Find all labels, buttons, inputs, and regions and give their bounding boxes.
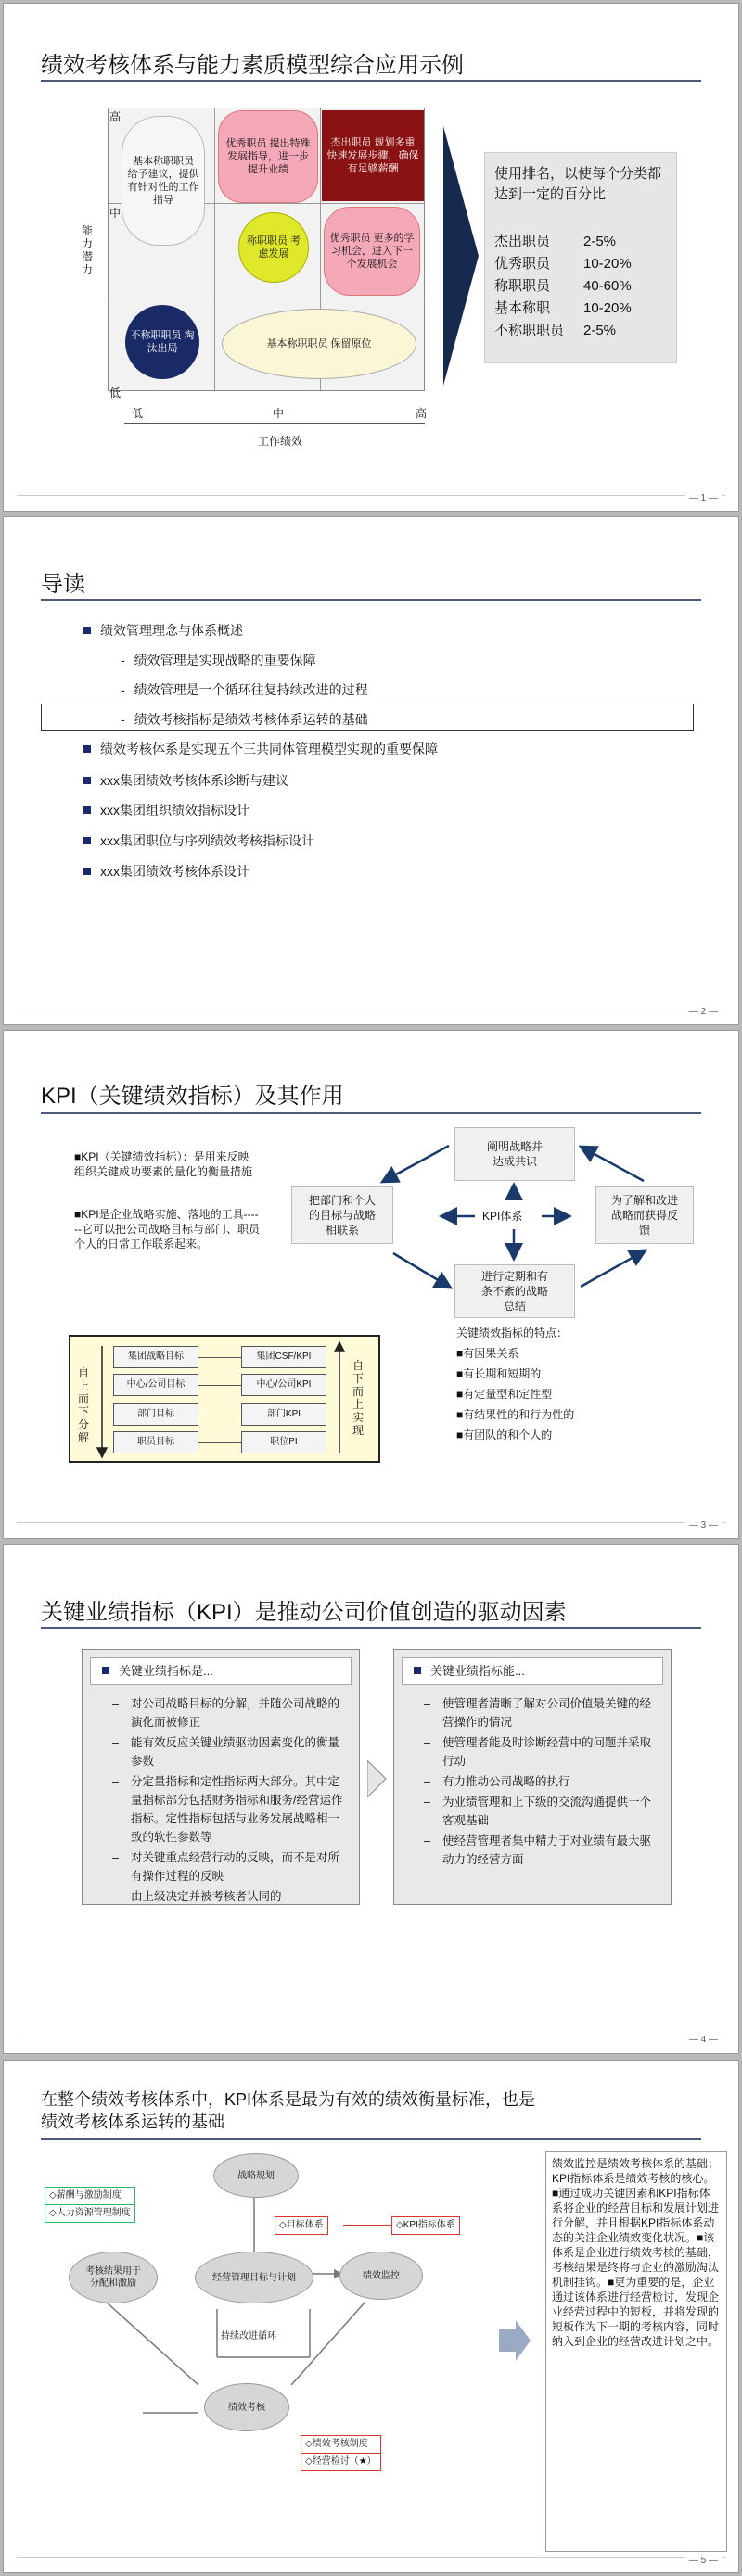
slide-3: [3, 1030, 739, 1539]
toc-item[interactable]: xxx集团绩效考核体系诊断与建议: [83, 771, 288, 790]
label-appraisal-system: ◇绩效考核制度: [301, 2436, 380, 2454]
list-item: – 为业绩管理和上下级的交流沟通提供一个客观基础: [403, 1793, 661, 1830]
grid-line-v1: [214, 108, 215, 390]
slide-title: KPI（关键绩效指标）及其作用: [41, 1084, 344, 1109]
title-underline: [41, 80, 701, 82]
bullet-square-icon: [83, 777, 91, 784]
dist-row: 优秀职员 10-20%: [494, 256, 632, 272]
big-arrow-icon: [443, 126, 480, 386]
feature-item: ■有团队的和个人的: [456, 1428, 553, 1441]
dist-row: 称职职员 40-60%: [494, 278, 632, 294]
bubble-excellent-mid: 优秀职员 更多的学习机会，进入下一个发展机会: [324, 207, 420, 296]
features-title: 关键绩效指标的特点：: [456, 1326, 569, 1339]
center-kpi: 中心/公司KPI: [241, 1374, 326, 1396]
panel-list: [403, 1694, 661, 1871]
list-item: – 有力推动公司战略的执行: [403, 1772, 661, 1791]
node-goals-plan: 经营管理目标与计划: [195, 2252, 313, 2303]
slide-4: [3, 1544, 739, 2054]
page-number: — 4 —: [685, 2035, 722, 2045]
connector-line: [198, 1385, 241, 1386]
vertical-arrows: [4, 1031, 739, 1539]
bubble-basic-competent-top: 基本称职职员 给予建议，提供有针对性的工作指导: [122, 116, 205, 246]
node-feedback: 为了解和改进战略而获得反馈: [595, 1186, 694, 1244]
panel-header: 关键业绩指标能...: [402, 1657, 663, 1685]
department-kpi: 部门KPI: [241, 1403, 326, 1426]
slide-title: 导读: [41, 572, 85, 597]
bullet-square-icon: [83, 806, 91, 814]
big-arrow-right-icon: [499, 2320, 531, 2361]
node-results-use: 考核结果用于分配和激励: [69, 2252, 158, 2303]
improvement-cycle-label: 持续改进循环: [221, 2331, 276, 2341]
distribution-panel: [484, 152, 677, 363]
node-link-goals: 把部门和个人的目标与战略相联系: [291, 1186, 393, 1244]
list-item: – 对公司战略目标的分解，并随公司战略的演化而被修正: [92, 1694, 350, 1732]
node-appraisal: 绩效考核: [204, 2383, 289, 2431]
talent-matrix: [108, 108, 425, 391]
label-pay-incentive: ◇薪酬与激励制度: [45, 2188, 134, 2205]
toc-subitem[interactable]: - 绩效管理是实现战略的重要保障: [121, 653, 316, 667]
top-down-label: 自上而下分解: [78, 1366, 90, 1444]
feature-item: ■有定量型和定性型: [456, 1388, 553, 1401]
kpi-system-center: KPI体系: [482, 1210, 523, 1223]
slide-title: 绩效考核体系与能力素质模型综合应用示例: [41, 53, 464, 78]
label-target-system: ◇目标体系: [275, 2216, 328, 2235]
arrow-right-icon: [367, 1760, 388, 1797]
list-item: – 分定量指标和定性指标两大部分。其中定量指标部分包括财务指标和服务/经营运作指标。定性指标包括与业务发展战略相一致的软性参数等: [92, 1772, 350, 1846]
label-kpi-system: ◇KPI指标体系: [391, 2216, 460, 2235]
list-item: – 使管理者能及时诊断经营中的问题并采取行动: [403, 1733, 661, 1770]
bullet-square-icon: [102, 1667, 109, 1674]
bullet-square-icon: [83, 745, 91, 753]
position-pi: 职位PI: [241, 1431, 326, 1453]
bullet-square-icon: [414, 1667, 421, 1674]
x-axis-label: 工作绩效: [258, 435, 303, 448]
panel-kpi-is: [82, 1649, 360, 1905]
x-mid-label: 中: [273, 407, 285, 420]
footer-line: [17, 495, 725, 496]
center-goals: 中心/公司目标: [113, 1374, 198, 1396]
footer-line: [17, 1522, 725, 1523]
bubble-competent: 称职职员 考虑发展: [238, 212, 309, 283]
list-item: – 能有效反应关键业绩驱动因素变化的衡量参数: [92, 1733, 350, 1770]
x-high-label: 高: [416, 407, 428, 420]
dist-row: 基本称职 10-20%: [494, 300, 632, 316]
connector-line: [343, 2225, 391, 2226]
connector-line: [198, 1442, 241, 1443]
bullet-square-icon: [83, 837, 91, 844]
toc-item[interactable]: xxx集团组织绩效指标设计: [83, 801, 249, 819]
slide-1: [3, 3, 739, 512]
bullet-square-icon: [83, 868, 91, 875]
toc-item[interactable]: xxx集团职位与序列绩效考核指标设计: [83, 831, 314, 850]
bullet-square-icon: [83, 627, 91, 634]
bottom-up-label: 自下而上实现: [352, 1359, 365, 1437]
node-monitoring: 绩效监控: [339, 2252, 423, 2300]
list-item: – 使经营管理者集中精力于对业绩有最大驱动力的经营方面: [403, 1832, 661, 1869]
bubble-outstanding: 杰出职员 规划多重快速发展步骤，确保有足够薪酬: [322, 110, 424, 201]
node-clarify-strategy: 阐明战略并达成共识: [454, 1127, 575, 1181]
employee-goals: 职员目标: [113, 1431, 198, 1453]
group-csf-kpi: 集团CSF/KPI: [241, 1346, 326, 1368]
panel-header: 关键业绩指标是...: [90, 1657, 352, 1685]
kpi-tool-description: ■KPI是企业战略实施、落地的工具------它可以把公司战略目标与部门、职员个人的日常工作联系起来。: [74, 1208, 260, 1250]
panel-list: [92, 1694, 350, 1908]
list-item: – 使管理者清晰了解对公司价值最关键的经营操作的情况: [403, 1694, 661, 1732]
connector-line: [198, 1357, 241, 1358]
y-mid-label: 中: [109, 207, 122, 220]
page-number: — 1 —: [685, 493, 722, 503]
dist-row: 不称职职员 2-5%: [494, 323, 617, 338]
bubble-basic-bottom: 基本称职职员 保留原位: [222, 309, 416, 379]
panel-intro: 使用排名，以使每个分类都达到一定的百分比: [494, 166, 662, 202]
label-hr-system: ◇人力资源管理制度: [45, 2205, 134, 2222]
explanation-text: 绩效监控是绩效考核体系的基础；KPI指标体系是绩效考核的核心。■通过成功关键因素和KPI指标体系将企业的经营目标和发展计划进行分解，并且根据KPI指标体系动态的关注企业绩效变化状况。■该体系是企业进行绩效考核的基础，考核结果是终将与企业的激励淘汰机制挂钩。■更为重要的是，企业通过该体系进行经营检讨，发现企业经营过程中的短板，并将发现的短板作为下一期的考核内容，同时纳入到企业的经营改进计划之中。: [552, 2157, 720, 2348]
distribution-list: [494, 231, 667, 342]
toc-item[interactable]: 绩效考核体系是实现五个三共同体管理模型实现的重要保障: [83, 740, 438, 758]
toc-item[interactable]: xxx集团绩效考核体系设计: [83, 862, 249, 881]
page-number: — 2 —: [685, 1007, 722, 1017]
feature-item: ■有长期和短期的: [456, 1367, 542, 1380]
group-strategic-goals: 集团战略目标: [113, 1346, 198, 1368]
title-underline: [41, 1627, 701, 1629]
y-high-label: 高: [109, 110, 122, 123]
node-review: 进行定期和有条不紊的战略总结: [454, 1264, 575, 1318]
y-axis-label: 能力潜力: [82, 224, 94, 276]
x-axis-line: [124, 423, 425, 424]
slide-title: 关键业绩指标（KPI）是推动公司价值创造的驱动因素: [41, 1600, 567, 1625]
kpi-definition: ■KPI（关键绩效指标）：是用来反映组织关键成功要素的量化的衡量措施: [74, 1150, 253, 1178]
bubble-excellent-top: 优秀职员 提出特殊发展指导，进一步提升业绩: [218, 110, 318, 203]
feature-item: ■有结果性的和行为性的: [456, 1408, 575, 1421]
panel-kpi-can: [393, 1649, 672, 1905]
slide-2: [3, 516, 739, 1025]
list-item: – 由上级决定并被考核者认同的: [92, 1887, 350, 1906]
stacked-labels-left: [45, 2187, 135, 2223]
page-number: — 3 —: [685, 1520, 722, 1530]
feature-item: ■有因果关系: [456, 1347, 519, 1360]
node-strategy-planning: 战略规划: [213, 2153, 299, 2198]
bubble-unqualified: 不称职职员 淘汰出局: [125, 305, 199, 379]
x-low-label: 低: [132, 407, 144, 420]
slide-title: 在整个绩效考核体系中，KPI体系是最为有效的绩效衡量标准，也是 绩效考核体系运转的基础: [41, 2090, 536, 2131]
label-business-review: ◇经营检讨（★）: [301, 2454, 380, 2470]
dist-row: 杰出职员 2-5%: [494, 234, 617, 249]
slide-5: [3, 2060, 739, 2573]
footer-line: [17, 2557, 725, 2558]
explanation-panel: [545, 2151, 727, 2552]
toc-item[interactable]: 绩效管理理念与体系概述: [83, 621, 243, 640]
toc-subitem-current[interactable]: - 绩效考核指标是绩效考核体系运转的基础: [121, 712, 368, 727]
y-low-label: 低: [109, 387, 122, 400]
list-item: – 对关键重点经营行动的反映，而不是对所有操作过程的反映: [92, 1848, 350, 1885]
toc-subitem[interactable]: - 绩效管理是一个循环往复持续改进的过程: [121, 682, 368, 697]
stacked-labels-bottom: [301, 2435, 381, 2471]
department-goals: 部门目标: [113, 1403, 198, 1426]
page-number: — 5 —: [685, 2556, 722, 2566]
title-underline: [41, 599, 701, 601]
